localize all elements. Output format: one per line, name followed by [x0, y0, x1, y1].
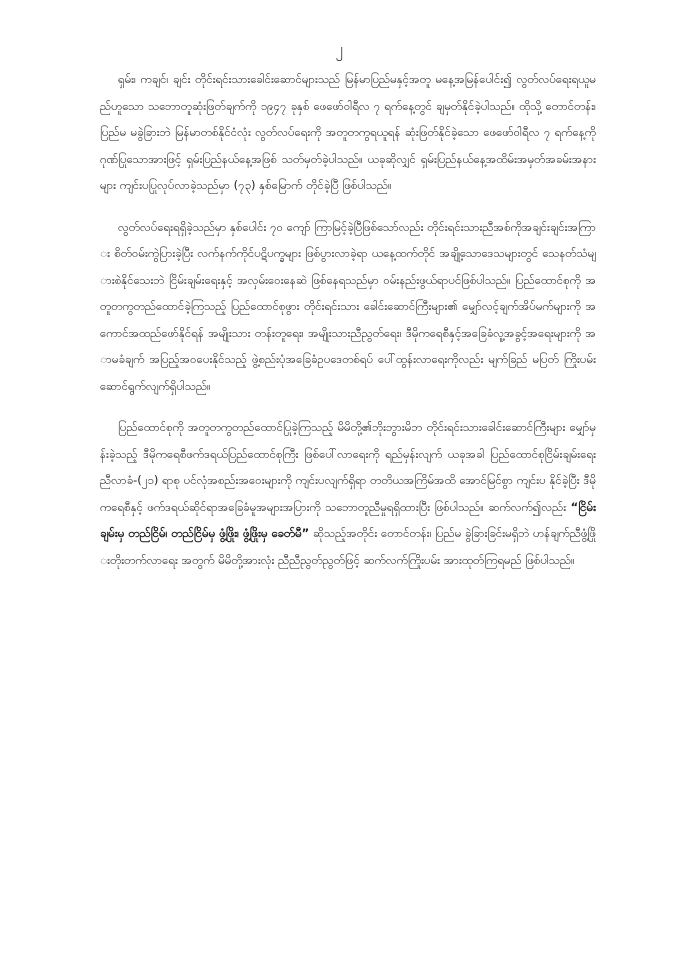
paragraph-1-text: ရှမ်း၊ ကချင်၊ ချင်း တိုင်းရင်းသားခေါင်းဆောင်များသည် မြန်မာပြည်မနှင့်အတူ မနေ့အမြန်ပေါင်း၍ လွတ်လပ်ရေးရယူမည်ဟူသော သဘောတူဆုံးဖြတ်ချက်ကို ၁၉၄၇ ခုနှစ် ဖေဖော်ဝါရီလ ၇ ရက်နေ့တွင် ချမှတ်နိုင်ခဲ့ပါသည်။ ထိုသို့ တောင်တန်း၊ ပြည်မ မခွဲခြားဘဲ မြန်မာတစ်နိုင်ငံလုံး လွတ်လပ်ရေးကို အတူတကွရယူရန် ဆုံးဖြတ်နိုင်ခဲ့သော ဖေဖော်ဝါရီလ ၇ ရက်နေ့ကို ဂုဏ်ပြုသောအားဖြင့် ရှမ်းပြည်နယ်နေ့အဖြစ် သတ်မှတ်ခဲ့ပါသည်။ ယခုဆိုလျှင် ရှမ်းပြည်နယ်နေ့အထိမ်းအမှတ်အခမ်းအနားများ ကျင်းပပြုလုပ်လာခဲ့သည်မှာ (၇၃) နှစ်မြောက် တိုင်ခဲ့ပြီ ဖြစ်ပါသည်။ — [100, 72, 596, 192]
paragraph-2-text: လွတ်လပ်ရေးရရှိခဲ့သည်မှာ နှစ်ပေါင်း ၇၀ ကျော် ကြာမြင့်ခဲ့ပြီဖြစ်သော်လည်း တိုင်းရင်းသားညီအစ်ကိုအချင်းချင်းအကြား စိတ်ဝမ်းကွဲပြားခဲ့ပြီး လက်နက်ကိုင်ပဋိပက္ခများ ဖြစ်ပွားလာခဲ့ရာ ယနေ့ထက်တိုင် အချို့သောဒေသများတွင် သေနတ်သံများစဲနိုင်သေးဘဲ ငြိမ်းချမ်းရေးနှင့် အလှမ်းဝေးနေဆဲ ဖြစ်နေရသည်မှာ ဝမ်းနည်းဖွယ်ရာပင်ဖြစ်ပါသည်။ ပြည်ထောင်စုကို အတူတကွတည်ထောင်ခဲ့ကြသည့် ပြည်ထောင်စုဖွား တိုင်းရင်းသား ခေါင်းဆောင်ကြီးများ၏ မျှော်လင့်ချက်အိပ်မက်များကို အကောင်အထည်ဖော်နိုင်ရန် အမျိုးသား တန်းတူရေး၊ အမျိုးသားညီညွတ်ရေး၊ ဒီမိုကရေစီနှင့်အခြေခံလူ့အခွင့်အရေးများကို အာမခံချက် အပြည့်အဝပေးနိုင်သည့် ဖွဲ့စည်းပုံအခြေခံဥပဒေတစ်ရပ် ပေါ်ထွန်းလာရေးကိုလည်း မျက်ခြည် မပြတ် ကြိုးပမ်းဆောင်ရွက်လျက်ရှိပါသည်။ — [100, 219, 596, 393]
paragraph-3-text-after: ဆိုသည့်အတိုင်း တောင်တန်း၊ ပြည်မ ခွဲခြားခြင်းမရှိဘဲ ဟန်ချက်ညီဖွံ့ဖြိုးတိုးတက်လာရေး အတွက် မိမိတို့အားလုံး ညီညီညွတ်ညွတ်ဖြင့် ဆက်လက်ကြိုးပမ်း အားထုတ်ကြရမည် ဖြစ်ပါသည်။ — [100, 526, 596, 567]
paragraph-3 — [100, 414, 596, 573]
paragraph-3-bold-motto: “ငြိမ်းချမ်းမှ တည်ငြိမ်၊ တည်ငြိမ်မှ ဖွံ့ဖြိုး၊ ဖွံ့ဖြိုးမှ ခေတ်မီ” — [100, 499, 597, 540]
paragraph-3-text: ပြည်ထောင်စုကို အတူတကွတည်ထောင်ပြုခဲ့ကြသည့် မိမိတို့၏ဘိုးဘွားမိဘ တိုင်းရင်းသားခေါင်းဆောင်ကြီးများ မျှော်မှန်းခဲ့သည့် ဒီမိုကရေစီဖက်ဒရယ်ပြည်ထောင်စုကြီး ဖြစ်ပေါ်လာရေးကို ရည်မှန်းလျက် ယခုအခါ ပြည်ထောင်စုငြိမ်းချမ်းရေးညီလာခံ-(၂၁) ရာစု ပင်လုံအစည်းအဝေးများကို ကျင်းပလျက်ရှိရာ တတိယအကြိမ်အထိ အောင်မြင်စွာ ကျင်းပ နိုင်ခဲ့ပြီး ဒီမိုကရေစီနှင့် ဖက်ဒရယ်ဆိုင်ရာအခြေခံမူအများအပြားကို သဘောတူညီမှုရရှိထားပြီး ဖြစ်ပါသည်။ ဆက်လက်၍လည်း — [100, 420, 596, 514]
page-number: ၂ — [335, 40, 343, 58]
document-body — [100, 66, 596, 588]
paragraph-2 — [100, 214, 596, 400]
paragraph-1 — [100, 66, 596, 199]
